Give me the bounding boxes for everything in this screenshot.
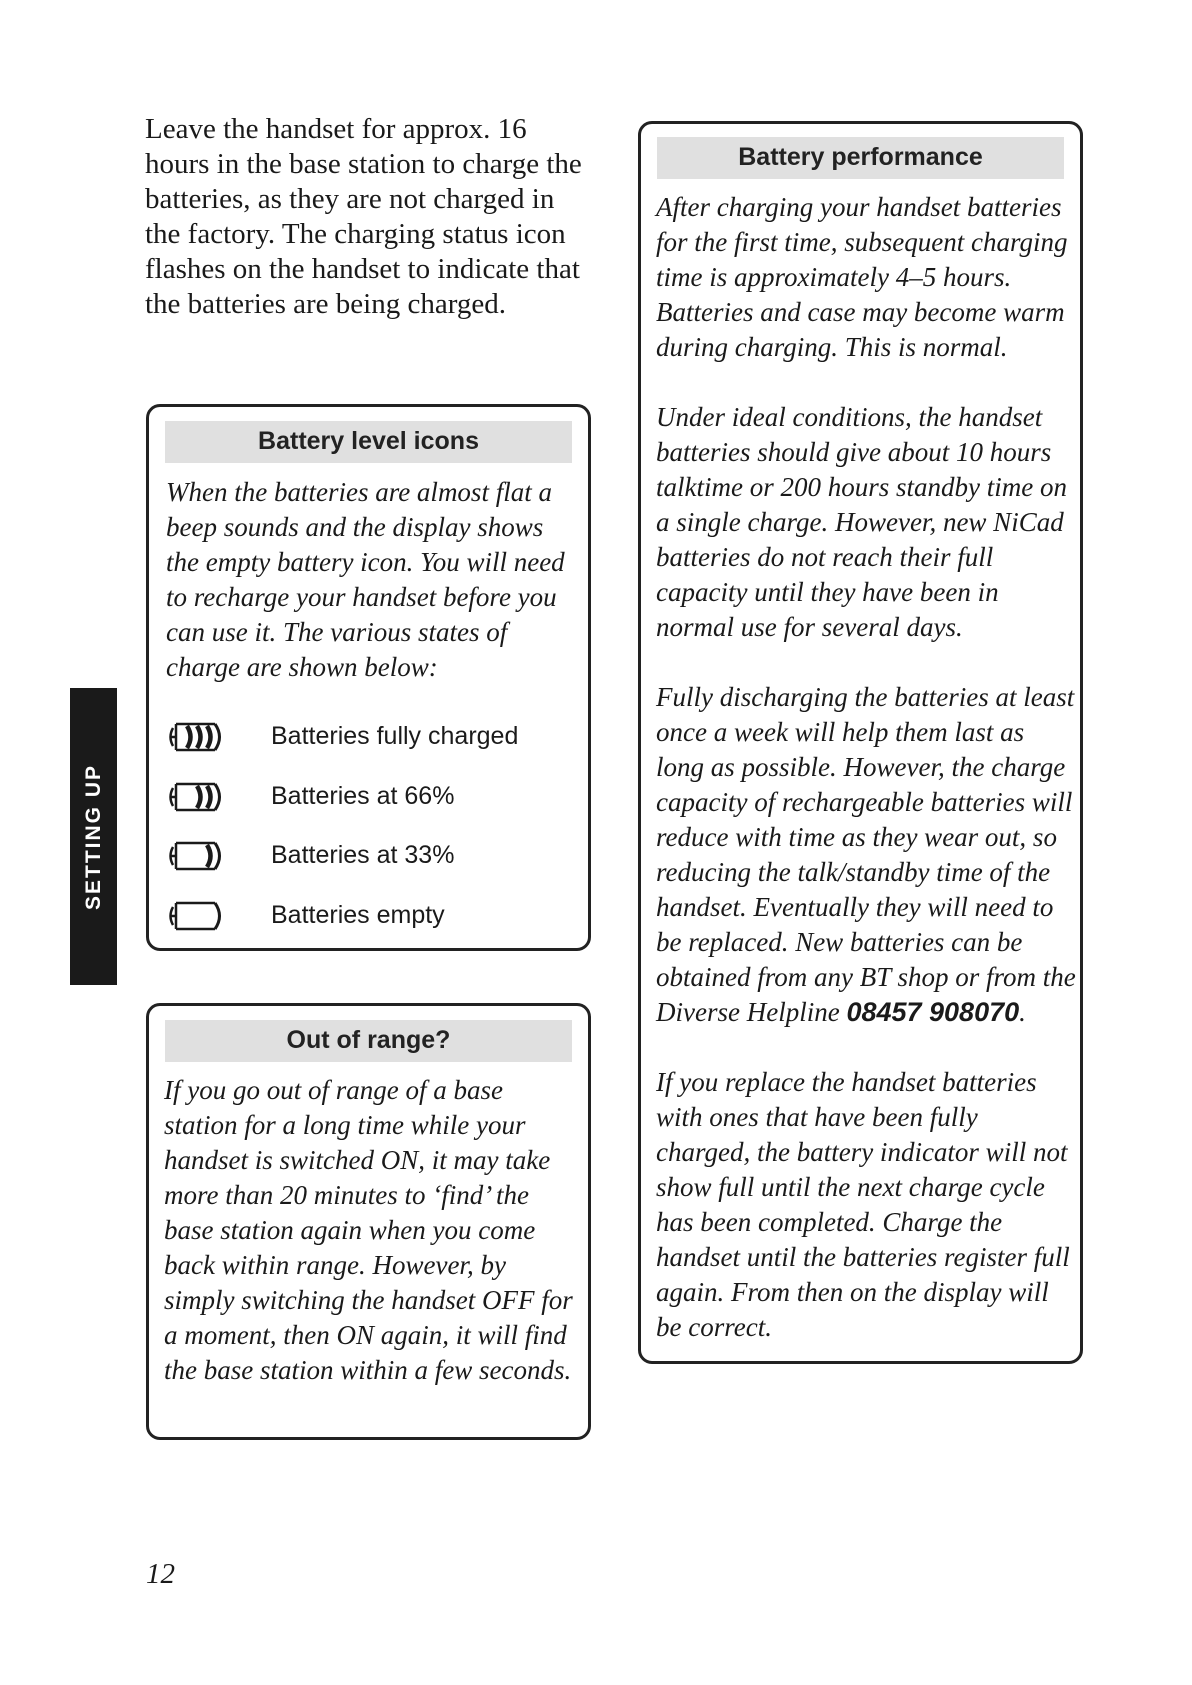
battery-performance-text [656,190,1076,1345]
talktime-paragraph: Under ideal conditions, the handset batteries should give about 10 hours talktime or 200 hours standby time on a single charge. However, new NiCad batteries do not reach their full capacity until they have been in normal use for several days. [656,402,1067,642]
battery-level-bar [187,726,191,748]
battery-state-row [166,892,578,952]
discharge-end: . [1019,997,1026,1027]
battery-performance-title: Battery performance [657,137,1064,179]
battery-level-bar [207,845,211,867]
battery-outline [215,843,220,869]
battery-state-row [166,832,578,892]
replace-batteries-paragraph: If you replace the handset batteries with ones that have been fully charged, the battery indicator will not show full until the next charge cycle has been completed. Charge the handset until the batteries register full again. From then on the display will be correct. [656,1067,1070,1342]
out-of-range-text: If you go out of range of a base station for a long time while your handset is switched ON, it may take more than 20 minutes to ‘find’ the base station again when you come back within range. However, by simply switching the handset OFF for a moment, then ON again, it will find the base station within a few seconds. [164,1075,573,1385]
helpline-number: 08457 908070 [846,997,1020,1027]
battery-state-row [166,773,578,833]
intro-paragraph: Leave the handset for approx. 16 hours in the base station to charge the batteries, as they are not charged in the factory. The charging status icon flashes on the handset to indicate that the batteries are being charged. [145,113,582,320]
battery-state-label: Batteries fully charged [271,722,519,750]
battery-outline [215,903,220,929]
battery-outline [215,784,220,810]
battery-state-label: Batteries empty [271,900,445,929]
discharge-paragraph [656,680,1076,1030]
battery-performance-box [638,121,1083,1364]
battery-level-icons-text: When the batteries are almost flat a beep sounds and the display shows the empty battery icon. You will need to recharge your handset before you can use it. The various states of charge are shown below: [166,477,565,682]
battery-level-icons-title: Battery level icons [165,421,572,463]
out-of-range-title: Out of range? [165,1020,572,1062]
battery-full-icon [166,717,226,757]
battery-66-icon [166,777,226,817]
out-of-range-box [146,1003,591,1440]
battery-state-label: Batteries at 66% [271,781,455,810]
charging-time-paragraph: After charging your handset batteries for the first time, subsequent charging time is approximately 4–5 hours. Batteries and case may become warm during charging. This is normal. [656,192,1068,362]
battery-outline [215,724,220,750]
battery-state-row [166,713,578,773]
battery-33-icon [166,836,226,876]
battery-level-bar [207,786,211,808]
battery-level-bar [207,726,211,748]
battery-level-bar [197,726,201,748]
battery-empty-icon [166,896,226,936]
battery-state-label: Batteries at 33% [271,841,455,869]
battery-level-bar [197,786,201,808]
page-number: 12 [146,1558,175,1590]
section-tab [70,688,117,985]
discharge-text: Fully discharging the batteries at least once a week will help them last as long as possible. However, the charge capacity of rechargeable batteries will reduce with time as they wear out, so reducing the talk/standby time of the handset. Eventually they will need to be replaced. New batteries can be obtained from any BT shop or from the Diverse Helpline [656,682,1076,1027]
battery-states-list [166,713,578,951]
section-tab-label: SETTING UP [81,763,105,910]
battery-level-icons-box [146,404,591,951]
